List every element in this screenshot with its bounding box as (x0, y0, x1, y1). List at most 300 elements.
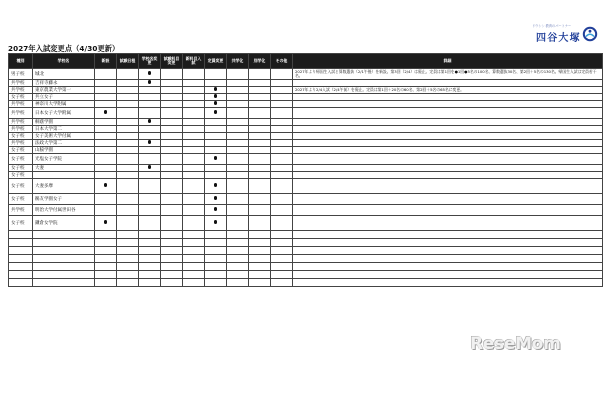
change-mark-cell (183, 231, 205, 239)
change-mark-cell (161, 94, 183, 101)
change-mark-cell (205, 87, 227, 94)
change-mark-cell (271, 126, 293, 133)
change-mark-cell (249, 255, 271, 263)
table-row (9, 179, 603, 194)
table-row (9, 87, 603, 94)
change-mark-cell (95, 69, 117, 80)
change-mark-cell (205, 216, 227, 231)
change-mark-cell (161, 133, 183, 140)
detail-cell (293, 205, 603, 216)
change-mark-cell (205, 247, 227, 255)
school-type-cell: 女子校 (9, 165, 33, 172)
column-header: 定員変更 (205, 54, 227, 69)
school-name-cell (33, 271, 95, 279)
change-mark-cell (183, 69, 205, 80)
change-mark-cell (161, 263, 183, 271)
change-mark-cell (117, 172, 139, 179)
school-name-cell: 城北 (33, 69, 95, 80)
change-mark-cell (271, 165, 293, 172)
filled-circle-icon (104, 220, 108, 224)
change-mark-cell (139, 194, 161, 205)
change-mark-cell (227, 255, 249, 263)
change-mark-cell (227, 279, 249, 287)
column-header: 新科目入試 (183, 54, 205, 69)
exam-changes-table (8, 53, 603, 287)
change-mark-cell (139, 279, 161, 287)
change-mark-cell (271, 101, 293, 108)
school-type-cell: 女子校 (9, 194, 33, 205)
change-mark-cell (271, 108, 293, 119)
change-mark-cell (271, 216, 293, 231)
change-mark-cell (249, 147, 271, 154)
column-header: 別学化 (249, 54, 271, 69)
change-mark-cell (183, 271, 205, 279)
detail-cell (293, 126, 603, 133)
change-mark-cell (161, 69, 183, 80)
change-mark-cell (271, 94, 293, 101)
filled-circle-icon (148, 140, 152, 144)
change-mark-cell (139, 263, 161, 271)
change-mark-cell (227, 126, 249, 133)
column-header: 新設 (95, 54, 117, 69)
table-row (9, 154, 603, 165)
change-mark-cell (183, 140, 205, 147)
change-mark-cell (95, 165, 117, 172)
table-row (9, 119, 603, 126)
filled-circle-icon (104, 110, 108, 114)
change-mark-cell (205, 140, 227, 147)
column-header: 試験科目変更 (161, 54, 183, 69)
detail-cell (293, 165, 603, 172)
logo-tagline: ドウシン 教育のパートナー (532, 24, 572, 28)
change-mark-cell (227, 140, 249, 147)
change-mark-cell (95, 101, 117, 108)
filled-circle-icon (214, 110, 218, 114)
school-type-cell: 女子校 (9, 216, 33, 231)
school-name-cell (33, 172, 95, 179)
change-mark-cell (139, 87, 161, 94)
change-mark-cell (205, 263, 227, 271)
change-mark-cell (95, 231, 117, 239)
change-mark-cell (183, 165, 205, 172)
change-mark-cell (95, 271, 117, 279)
detail-cell (293, 247, 603, 255)
change-mark-cell (271, 231, 293, 239)
change-mark-cell (183, 80, 205, 87)
change-mark-cell (249, 172, 271, 179)
change-mark-cell (249, 101, 271, 108)
filled-circle-icon (214, 156, 218, 160)
school-type-cell: 共学校 (9, 87, 33, 94)
change-mark-cell (271, 80, 293, 87)
logo-name: 四谷大塚 (536, 33, 581, 44)
change-mark-cell (161, 101, 183, 108)
table-body (9, 69, 603, 287)
change-mark-cell (95, 179, 117, 194)
table-row (9, 279, 603, 287)
change-mark-cell (227, 133, 249, 140)
school-type-cell (9, 231, 33, 239)
change-mark-cell (249, 216, 271, 231)
detail-cell (293, 255, 603, 263)
change-mark-cell (95, 255, 117, 263)
table-row (9, 172, 603, 179)
change-mark-cell (249, 94, 271, 101)
change-mark-cell (249, 279, 271, 287)
change-mark-cell (161, 255, 183, 263)
change-mark-cell (139, 239, 161, 247)
table-row (9, 126, 603, 133)
change-mark-cell (227, 216, 249, 231)
change-mark-cell (161, 119, 183, 126)
change-mark-cell (183, 119, 205, 126)
school-type-cell: 女子校 (9, 147, 33, 154)
filled-circle-icon (214, 183, 218, 187)
change-mark-cell (95, 126, 117, 133)
change-mark-cell (183, 154, 205, 165)
school-type-cell: 共学校 (9, 140, 33, 147)
school-type-cell: 女子校 (9, 154, 33, 165)
change-mark-cell (205, 133, 227, 140)
column-header: 種別 (9, 54, 33, 69)
change-mark-cell (205, 101, 227, 108)
change-mark-cell (183, 216, 205, 231)
school-name-cell: 吉祥寺藤永 (33, 80, 95, 87)
detail-cell (293, 172, 603, 179)
change-mark-cell (249, 247, 271, 255)
school-name-cell (33, 263, 95, 271)
change-mark-cell (205, 119, 227, 126)
change-mark-cell (139, 126, 161, 133)
change-mark-cell (249, 231, 271, 239)
change-mark-cell (139, 172, 161, 179)
change-mark-cell (95, 216, 117, 231)
change-mark-cell (161, 87, 183, 94)
change-mark-cell (139, 247, 161, 255)
change-mark-cell (183, 147, 205, 154)
change-mark-cell (95, 80, 117, 87)
change-mark-cell (161, 239, 183, 247)
logo-mark-icon (582, 26, 598, 42)
school-type-cell (9, 255, 33, 263)
change-mark-cell (139, 271, 161, 279)
detail-cell (293, 279, 603, 287)
school-name-cell: 女子美術大学付属 (33, 133, 95, 140)
change-mark-cell (95, 194, 117, 205)
change-mark-cell (117, 247, 139, 255)
change-mark-cell (95, 108, 117, 119)
change-mark-cell (117, 87, 139, 94)
column-header: 共学化 (227, 54, 249, 69)
school-name-cell: 法政大学第二 (33, 140, 95, 147)
school-type-cell: 共学校 (9, 126, 33, 133)
change-mark-cell (183, 279, 205, 287)
change-mark-cell (249, 179, 271, 194)
change-mark-cell (183, 205, 205, 216)
change-mark-cell (227, 108, 249, 119)
change-mark-cell (139, 69, 161, 80)
change-mark-cell (227, 101, 249, 108)
change-mark-cell (205, 126, 227, 133)
filled-circle-icon (148, 71, 152, 75)
change-mark-cell (139, 101, 161, 108)
resemom-watermark: ReseMom (470, 334, 561, 354)
column-header: 学校名 (33, 54, 95, 69)
table-row (9, 255, 603, 263)
change-mark-cell (139, 94, 161, 101)
table-row (9, 271, 603, 279)
change-mark-cell (117, 140, 139, 147)
change-mark-cell (161, 126, 183, 133)
change-mark-cell (205, 279, 227, 287)
change-mark-cell (227, 239, 249, 247)
filled-circle-icon (214, 207, 218, 211)
change-mark-cell (205, 271, 227, 279)
change-mark-cell (139, 179, 161, 194)
filled-circle-icon (214, 101, 218, 105)
change-mark-cell (161, 247, 183, 255)
change-mark-cell (271, 140, 293, 147)
change-mark-cell (117, 69, 139, 80)
table-row (9, 140, 603, 147)
change-mark-cell (95, 133, 117, 140)
detail-cell (293, 101, 603, 108)
change-mark-cell (249, 108, 271, 119)
change-mark-cell (271, 205, 293, 216)
change-mark-cell (95, 239, 117, 247)
change-mark-cell (183, 239, 205, 247)
change-mark-cell (161, 194, 183, 205)
school-name-cell: 明治大学付属世田谷 (33, 205, 95, 216)
school-type-cell (9, 271, 33, 279)
school-type-cell: 共学校 (9, 80, 33, 87)
change-mark-cell (227, 263, 249, 271)
table-row (9, 94, 603, 101)
table-row (9, 80, 603, 87)
change-mark-cell (249, 154, 271, 165)
change-mark-cell (161, 279, 183, 287)
school-name-cell (33, 279, 95, 287)
change-mark-cell (183, 94, 205, 101)
school-type-cell (9, 239, 33, 247)
school-type-cell: 女子校 (9, 172, 33, 179)
change-mark-cell (227, 247, 249, 255)
change-mark-cell (205, 179, 227, 194)
change-mark-cell (271, 133, 293, 140)
detail-cell (293, 216, 603, 231)
table-row (9, 147, 603, 154)
change-mark-cell (183, 126, 205, 133)
change-mark-cell (95, 147, 117, 154)
table-row (9, 263, 603, 271)
change-mark-cell (117, 101, 139, 108)
change-mark-cell (95, 263, 117, 271)
change-mark-cell (139, 205, 161, 216)
change-mark-cell (249, 205, 271, 216)
column-header: 学校名変更 (139, 54, 161, 69)
change-mark-cell (271, 255, 293, 263)
change-mark-cell (183, 179, 205, 194)
change-mark-cell (95, 94, 117, 101)
change-mark-cell (249, 271, 271, 279)
change-mark-cell (205, 172, 227, 179)
detail-cell (293, 179, 603, 194)
school-type-cell (9, 263, 33, 271)
change-mark-cell (161, 147, 183, 154)
change-mark-cell (161, 80, 183, 87)
school-name-cell: 鷗友学園女子 (33, 194, 95, 205)
change-mark-cell (183, 87, 205, 94)
change-mark-cell (227, 119, 249, 126)
school-name-cell: 桐蔭学園 (33, 119, 95, 126)
change-mark-cell (227, 154, 249, 165)
change-mark-cell (117, 119, 139, 126)
change-mark-cell (205, 147, 227, 154)
change-mark-cell (117, 205, 139, 216)
change-mark-cell (249, 119, 271, 126)
change-mark-cell (95, 154, 117, 165)
change-mark-cell (139, 255, 161, 263)
school-type-cell: 女子校 (9, 179, 33, 194)
change-mark-cell (161, 140, 183, 147)
change-mark-cell (205, 94, 227, 101)
school-name-cell: 日本大学第二 (33, 126, 95, 133)
change-mark-cell (117, 194, 139, 205)
change-mark-cell (271, 179, 293, 194)
change-mark-cell (227, 194, 249, 205)
change-mark-cell (205, 239, 227, 247)
change-mark-cell (205, 108, 227, 119)
detail-cell: 2027年より帰国生入試と算数選抜（2/1午後）を新設。第3回（2/4）は廃止。定員は第1回を●1回●5名の100名、算数選抜30名、第2回＋5名の130名。帰国生入試は定員若干名。 (293, 69, 603, 80)
school-name-cell (33, 231, 95, 239)
table-row (9, 216, 603, 231)
school-type-cell (9, 247, 33, 255)
change-mark-cell (205, 205, 227, 216)
change-mark-cell (117, 216, 139, 231)
change-mark-cell (117, 263, 139, 271)
change-mark-cell (139, 119, 161, 126)
filled-circle-icon (214, 196, 218, 200)
table-row (9, 108, 603, 119)
table-row (9, 231, 603, 239)
change-mark-cell (227, 165, 249, 172)
detail-cell: 2027年より2/4入試（2/4午前）を廃止。定員は第1回＋20名の60名、第2回＋5名の65名に変更。 (293, 87, 603, 94)
change-mark-cell (227, 179, 249, 194)
table-row (9, 194, 603, 205)
detail-cell (293, 94, 603, 101)
change-mark-cell (139, 216, 161, 231)
detail-cell (293, 194, 603, 205)
change-mark-cell (95, 119, 117, 126)
change-mark-cell (271, 119, 293, 126)
change-mark-cell (117, 94, 139, 101)
change-mark-cell (183, 133, 205, 140)
change-mark-cell (271, 194, 293, 205)
change-mark-cell (139, 147, 161, 154)
change-mark-cell (183, 263, 205, 271)
change-mark-cell (183, 172, 205, 179)
filled-circle-icon (214, 87, 218, 91)
change-mark-cell (227, 87, 249, 94)
change-mark-cell (117, 80, 139, 87)
filled-circle-icon (148, 165, 152, 169)
change-mark-cell (139, 165, 161, 172)
change-mark-cell (117, 179, 139, 194)
change-mark-cell (95, 205, 117, 216)
school-name-cell: 神奈川大学附属 (33, 101, 95, 108)
table-header-row (9, 54, 603, 69)
table-row (9, 133, 603, 140)
change-mark-cell (205, 231, 227, 239)
change-mark-cell (249, 140, 271, 147)
filled-circle-icon (104, 183, 108, 187)
change-mark-cell (227, 172, 249, 179)
change-mark-cell (183, 247, 205, 255)
change-mark-cell (249, 194, 271, 205)
change-mark-cell (161, 108, 183, 119)
school-type-cell (9, 279, 33, 287)
filled-circle-icon (214, 94, 218, 98)
school-name-cell: 共立女子 (33, 94, 95, 101)
column-header: その他 (271, 54, 293, 69)
change-mark-cell (117, 133, 139, 140)
school-name-cell: 大妻多摩 (33, 179, 95, 194)
change-mark-cell (249, 133, 271, 140)
change-mark-cell (161, 179, 183, 194)
change-mark-cell (95, 247, 117, 255)
school-name-cell: 日本女子大学附属 (33, 108, 95, 119)
school-name-cell: 東京農業大学第一 (33, 87, 95, 94)
change-mark-cell (205, 154, 227, 165)
detail-cell (293, 263, 603, 271)
change-mark-cell (271, 271, 293, 279)
detail-cell (293, 119, 603, 126)
change-mark-cell (139, 231, 161, 239)
table-row (9, 239, 603, 247)
school-type-cell: 共学校 (9, 119, 33, 126)
school-type-cell: 女子校 (9, 133, 33, 140)
change-mark-cell (271, 147, 293, 154)
change-mark-cell (205, 194, 227, 205)
change-mark-cell (95, 172, 117, 179)
change-mark-cell (227, 94, 249, 101)
school-name-cell: 山脇学園 (33, 147, 95, 154)
change-mark-cell (161, 216, 183, 231)
change-mark-cell (95, 279, 117, 287)
change-mark-cell (271, 172, 293, 179)
change-mark-cell (271, 279, 293, 287)
table-row (9, 165, 603, 172)
table-row (9, 247, 603, 255)
change-mark-cell (249, 69, 271, 80)
exam-changes-table-wrap (8, 53, 602, 287)
change-mark-cell (161, 231, 183, 239)
document-title: 2027年入試変更点（4/30更新） (8, 44, 120, 53)
detail-cell (293, 108, 603, 119)
detail-cell (293, 271, 603, 279)
school-type-cell: 共学校 (9, 205, 33, 216)
school-type-cell: 男子校 (9, 69, 33, 80)
change-mark-cell (117, 108, 139, 119)
change-mark-cell (117, 231, 139, 239)
filled-circle-icon (148, 80, 152, 84)
change-mark-cell (271, 87, 293, 94)
change-mark-cell (183, 101, 205, 108)
change-mark-cell (183, 108, 205, 119)
change-mark-cell (249, 126, 271, 133)
change-mark-cell (249, 239, 271, 247)
change-mark-cell (117, 255, 139, 263)
